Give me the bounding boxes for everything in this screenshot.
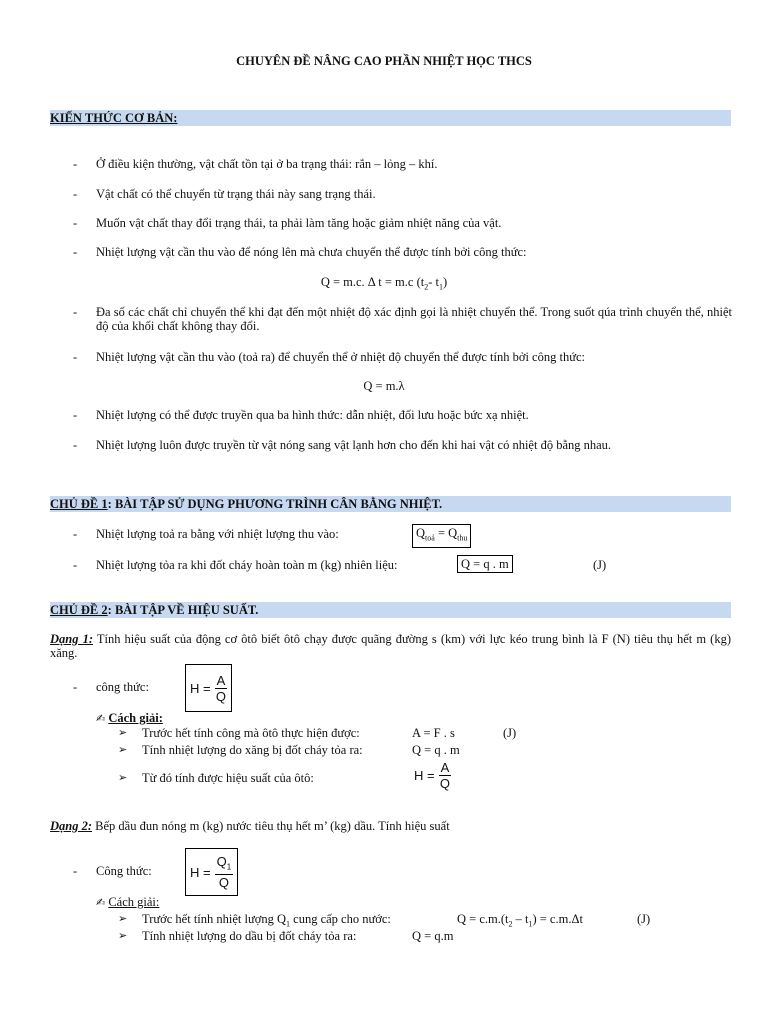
formula-sub: 2 bbox=[508, 919, 513, 929]
formula-sub: 1 bbox=[286, 919, 291, 929]
bullet-mark: - bbox=[73, 408, 78, 422]
bullet-mark: - bbox=[73, 438, 78, 452]
formula-fuel-box: Q = q . m bbox=[457, 555, 513, 573]
fraction bbox=[215, 673, 228, 704]
dang2-paragraph bbox=[50, 819, 450, 834]
fraction-q1: Q bbox=[216, 853, 227, 869]
solution-label: Cách giải: bbox=[108, 711, 163, 725]
dang1-label: Dạng 1: bbox=[50, 632, 93, 646]
arrow-icon: ➢ bbox=[118, 929, 128, 942]
topic1-heading-prefix: CHỦ ĐỀ 1 bbox=[50, 497, 108, 511]
list-item: Nhiệt lượng vật cần thu vào (toả ra) để chuyển thể ở nhiệt độ chuyển thể được tính bởi công thức: bbox=[96, 350, 585, 364]
formula-label: Công thức: bbox=[96, 864, 152, 878]
formula-heat bbox=[0, 275, 768, 292]
unit-label: (J) bbox=[503, 726, 517, 740]
fraction-denominator: Q bbox=[218, 875, 229, 891]
formula-latent: Q = m.λ bbox=[363, 379, 405, 393]
list-item: Nhiệt lượng có thể được truyền qua ba hình thức: dẫn nhiệt, đối lưu hoặc bức xạ nhiệt. bbox=[96, 408, 529, 422]
formula-sub: 1 bbox=[528, 919, 533, 929]
formula-sub: 2 bbox=[424, 282, 429, 292]
section-heading-topic2 bbox=[50, 602, 731, 618]
dang1-paragraph bbox=[50, 632, 731, 660]
list-item: Nhiệt lượng tỏa ra khi đốt cháy hoàn toàn m (kg) nhiên liệu: bbox=[96, 558, 398, 572]
step-text: Trước hết tính công mà ôtô thực hiện được: bbox=[142, 726, 360, 740]
step-formula bbox=[457, 912, 583, 929]
formula-h-eq: H = bbox=[414, 768, 435, 783]
list-item: Vật chất có thể chuyển từ trạng thái này sang trạng thái. bbox=[96, 187, 376, 201]
formula-sub: toả bbox=[425, 533, 435, 543]
topic1-heading-rest: : BÀI TẬP SỬ DỤNG PHƯƠNG TRÌNH CÂN BẰNG NHIỆT. bbox=[107, 497, 443, 511]
bullet-mark: - bbox=[73, 187, 78, 201]
fraction-denominator: Q bbox=[439, 776, 450, 791]
bullet-mark: - bbox=[73, 305, 78, 319]
fraction-numerator bbox=[215, 854, 234, 876]
formula-label: công thức: bbox=[96, 680, 149, 694]
list-item: Nhiệt lượng luôn được truyền từ vật nóng sang vật lạnh hơn cho đến khi hai vật có nhiệt độ bằng nhau. bbox=[96, 438, 612, 452]
bullet-mark: - bbox=[73, 558, 78, 572]
unit-label: (J) bbox=[593, 558, 607, 572]
step-formula-b: – t bbox=[512, 912, 529, 926]
formula-heat-mid: - t bbox=[428, 275, 439, 289]
step-formula-efficiency bbox=[414, 760, 451, 791]
step-formula-c: ) = c.m.Δt bbox=[532, 912, 583, 926]
section-heading-topic1-text bbox=[50, 497, 442, 512]
bullet-mark: - bbox=[73, 527, 78, 541]
formula-eq: = Q bbox=[434, 526, 458, 540]
step-formula-a: Q = c.m.(t bbox=[457, 912, 509, 926]
section-heading-topic1 bbox=[50, 496, 731, 512]
step-text: Từ đó tính được hiệu suất của ôtô: bbox=[142, 771, 314, 785]
formula-balance-box bbox=[412, 524, 471, 548]
dang1-text: Tính hiệu suất của động cơ ôtô biết ôtô chạy được quãng đường s (km) với lực kéo trung bình là F (N) tiêu thụ hết m (kg) xăng. bbox=[50, 632, 731, 660]
list-item: Đa số các chất chỉ chuyển thể khi đạt đến một nhiệt độ xác định gọi là nhiệt chuyển thể. Trong suốt qúa trình chuyển thể, nhiệt độ của khối chất không thay đổi. bbox=[96, 305, 732, 333]
formula-q: Q bbox=[416, 526, 426, 540]
section-heading-topic2-text bbox=[50, 603, 258, 618]
solution-heading bbox=[96, 711, 163, 726]
solution-label: Cách giải: bbox=[108, 895, 160, 909]
unit-label: (J) bbox=[637, 912, 651, 926]
arrow-icon: ➢ bbox=[118, 912, 128, 925]
list-item: Muốn vật chất thay đổi trạng thái, ta phải làm tăng hoặc giảm nhiệt năng của vật. bbox=[96, 216, 502, 230]
fraction-numerator: A bbox=[440, 760, 450, 775]
pencil-icon: ✍ bbox=[96, 896, 106, 909]
dang2-text: Bếp dầu đun nóng m (kg) nước tiêu thụ hết m’ (kg) dầu. Tính hiệu suất bbox=[92, 819, 450, 833]
list-item: Nhiệt lượng toả ra bằng với nhiệt lượng thu vào: bbox=[96, 527, 339, 541]
bullet-mark: - bbox=[73, 680, 78, 694]
formula-h-eq: H = bbox=[190, 864, 211, 880]
step-text: Tính nhiệt lượng do xăng bị đốt cháy tỏa ra: bbox=[142, 743, 363, 757]
arrow-icon: ➢ bbox=[118, 726, 128, 739]
page-title: CHUYÊN ĐỀ NÂNG CAO PHẦN NHIỆT HỌC THCS bbox=[236, 54, 532, 68]
bullet-mark: - bbox=[73, 350, 78, 364]
step-formula: A = F . s bbox=[412, 726, 455, 740]
formula-efficiency2-box bbox=[185, 848, 238, 896]
formula-sub: 1 bbox=[226, 862, 232, 872]
section-heading-basic-text: KIẾN THỨC CƠ BẢN: bbox=[50, 111, 178, 125]
fraction-numerator: A bbox=[216, 672, 226, 688]
step-text bbox=[142, 912, 391, 929]
formula-efficiency-box bbox=[185, 664, 232, 712]
bullet-mark: - bbox=[73, 245, 78, 259]
formula-heat-prefix: Q = m.c. Δ t = m.c (t bbox=[320, 275, 425, 289]
step-text-suffix: cung cấp cho nước: bbox=[290, 912, 391, 926]
bullet-mark: - bbox=[73, 157, 78, 171]
bullet-mark: - bbox=[73, 216, 78, 230]
step-formula: Q = q.m bbox=[412, 929, 454, 943]
list-item: Ở điều kiện thường, vật chất tồn tại ở ba trạng thái: rắn – lỏng – khí. bbox=[96, 157, 438, 171]
fraction bbox=[439, 760, 452, 791]
fraction bbox=[215, 854, 234, 891]
list-item: Nhiệt lượng vật cần thu vào để nóng lên mà chưa chuyển thể được tính bởi công thức: bbox=[96, 245, 527, 259]
pencil-icon: ✍ bbox=[96, 712, 106, 725]
step-text: Tính nhiệt lượng do dầu bị đốt cháy tỏa ra: bbox=[142, 929, 357, 943]
solution-heading bbox=[96, 895, 159, 910]
step-formula: Q = q . m bbox=[412, 743, 460, 757]
formula-sub: 1 bbox=[438, 282, 443, 292]
formula-sub: thu bbox=[457, 533, 468, 543]
arrow-icon: ➢ bbox=[118, 771, 128, 784]
bullet-mark: - bbox=[73, 864, 78, 878]
formula-h-eq: H = bbox=[190, 680, 211, 696]
dang2-label: Dạng 2: bbox=[50, 819, 93, 833]
arrow-icon: ➢ bbox=[118, 743, 128, 756]
section-heading-basic bbox=[50, 110, 731, 126]
fraction-denominator: Q bbox=[215, 688, 226, 704]
topic2-heading-prefix: CHỦ ĐỀ 2 bbox=[50, 603, 108, 617]
formula-heat-suffix: ) bbox=[442, 275, 448, 289]
step-text-prefix: Trước hết tính nhiệt lượng Q bbox=[142, 912, 287, 926]
topic2-heading-rest: : BÀI TẬP VỀ HIỆU SUẤT. bbox=[107, 603, 259, 617]
